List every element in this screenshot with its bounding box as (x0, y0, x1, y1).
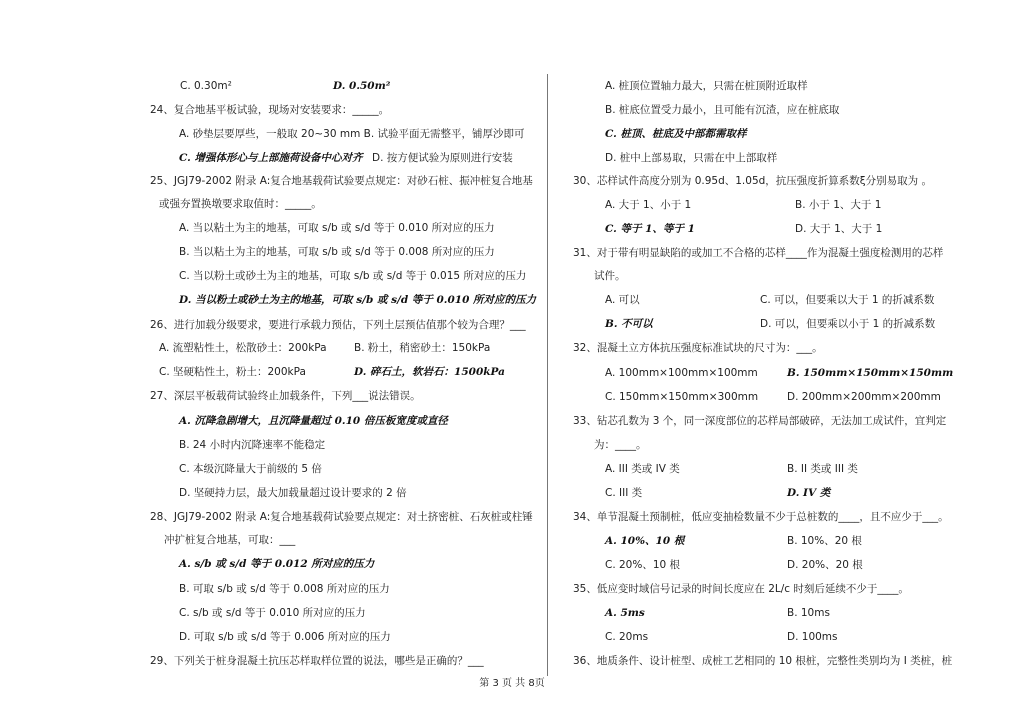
text-line: 为：____。 (594, 439, 647, 451)
text-line: B. 当以粘土为主的地基，可取 s/b 或 s/d 等于 0.008 所对应的压力 (179, 246, 495, 258)
text-line: C. 20%、10 根 (605, 559, 681, 571)
text-line: B. 桩底位置受力最小，且可能有沉渣，应在桩底取 (605, 104, 840, 116)
answer-line: D. IV 类 (787, 487, 831, 499)
text-line: D. 按方便试验为原则进行安装 (372, 152, 513, 164)
question-29: 29、下列关于桩身混凝土抗压芯样取样位置的说法，哪些是正确的？___ (150, 655, 484, 667)
text-line: C. s/b 或 s/d 等于 0.010 所对应的压力 (179, 607, 366, 619)
text-line: D. 100ms (787, 631, 838, 643)
answer-line: A. 沉降急剧增大，且沉降量超过 0.10 倍压板宽度或直径 (179, 415, 448, 427)
question-32: 32、混凝土立方体抗压强度标准试块的尺寸为：___。 (573, 342, 823, 354)
text-line: A. 可以 (605, 294, 640, 306)
text-line: 或强夯置换墩要求取值时：_____。 (159, 198, 322, 210)
text-line: D. 桩中上部易取，只需在中上部取样 (605, 152, 778, 164)
question-31: 31、对于带有明显缺陷的或加工不合格的芯样____作为混凝土强度检测用的芯样 (573, 247, 944, 259)
answer-line: A. s/b 或 s/d 等于 0.012 所对应的压力 (179, 558, 375, 570)
text-line: B. 10ms (787, 607, 830, 619)
answer-line: B. 150mm×150mm×150mm (787, 367, 954, 379)
text-line: D. 200mm×200mm×200mm (787, 391, 941, 403)
text-line: A. 砂垫层要厚些，一般取 20~30 mm B. 试验平面无需整平，铺厚沙即可 (179, 128, 525, 140)
text-line: B. 粉土，稍密砂土：150kPa (354, 342, 491, 354)
text-line: C. 150mm×150mm×300mm (605, 391, 759, 403)
text-line: B. 小于 1、大于 1 (795, 199, 882, 211)
text-line: A. 流塑粘性土，松散砂土：200kPa (159, 342, 327, 354)
question-24: 24、复合地基平板试验，现场对安装要求：_____。 (150, 104, 390, 116)
text-line: C. 可以，但要乘以大于 1 的折减系数 (760, 294, 935, 306)
question-35: 35、低应变时域信号记录的时间长度应在 2L/c 时刻后延续不少于____。 (573, 583, 909, 595)
text-line: D. 20%、20 根 (787, 559, 863, 571)
question-28: 28、JGJ79-2002 附录 A:复合地基载荷试验要点规定：对土挤密桩、石灰桩或柱锤 (150, 511, 533, 523)
text-line: D. 坚硬持力层，最大加载量超过设计要求的 2 倍 (179, 487, 407, 499)
answer-line: D. 碎石土，软岩石：1500kPa (354, 366, 505, 378)
text-line: B. 可取 s/b 或 s/d 等于 0.008 所对应的压力 (179, 583, 390, 595)
text-line: C. III 类 (605, 487, 643, 499)
text-line: D. 可取 s/b 或 s/d 等于 0.006 所对应的压力 (179, 631, 391, 643)
question-36: 36、地质条件、设计桩型、成桩工艺相同的 10 根桩，完整性类别均为 I 类桩，桩 (573, 655, 953, 667)
text-line: B. 10%、20 根 (787, 535, 862, 547)
question-25: 25、JGJ79-2002 附录 A:复合地基载荷试验要点规定：对砂石桩、振冲桩复合地基 (150, 175, 533, 187)
text-line: B. 24 小时内沉降速率不能稳定 (179, 439, 326, 451)
text-line: A. III 类或 IV 类 (605, 463, 680, 475)
question-34: 34、单节混凝土预制桩，低应变抽检数量不少于总桩数的____，且不应少于___。 (573, 511, 949, 523)
text-line: A. 大于 1、小于 1 (605, 199, 692, 211)
answer-line: C. 增强体形心与上部施荷设备中心对齐 (179, 152, 363, 164)
column-divider (547, 74, 548, 676)
answer-line: D. 0.50m² (333, 80, 391, 92)
text-line: 冲扩桩复合地基，可取：___ (164, 534, 296, 546)
text-line: B. II 类或 III 类 (787, 463, 858, 475)
text-line: 试件。 (594, 270, 626, 282)
answer-line: C. 桩顶、桩底及中部都需取样 (605, 128, 747, 140)
answer-line: B. 不可以 (605, 318, 653, 330)
answer-line: D. 当以粉土或砂土为主的地基，可取 s/b 或 s/d 等于 0.010 所对应的压力 (179, 294, 537, 306)
text-line: C. 当以粉土或砂土为主的地基，可取 s/b 或 s/d 等于 0.015 所对应的压力 (179, 270, 527, 282)
text-line: D. 可以，但要乘以小于 1 的折减系数 (760, 318, 936, 330)
text-line: D. 大于 1、大于 1 (795, 223, 883, 235)
answer-line: A. 5ms (605, 607, 645, 619)
text-line: A. 桩顶位置轴力最大，只需在桩顶附近取样 (605, 80, 808, 92)
text-line: C. 20ms (605, 631, 649, 643)
answer-line: A. 10%、10 根 (605, 535, 685, 547)
question-33: 33、钻芯孔数为 3 个，同一深度部位的芯样局部破碎，无法加工成试件，宜判定 (573, 415, 947, 427)
page-footer: 第 3 页 共 8页 (479, 678, 545, 689)
question-26: 26、进行加载分级要求，要进行承载力预估，下列土层预估值那个较为合理？___ (150, 319, 526, 331)
text-line: C. 坚硬粘性土，粉土：200kPa (159, 366, 306, 378)
text-line: C. 本级沉降量大于前级的 5 倍 (179, 463, 322, 475)
question-30: 30、芯样试件高度分别为 0.95d、1.05d，抗压强度折算系数ξ分别易取为 。 (573, 175, 932, 187)
text-line: C. 0.30m² (180, 80, 232, 92)
text-line: A. 当以粘土为主的地基，可取 s/b 或 s/d 等于 0.010 所对应的压力 (179, 222, 495, 234)
question-27: 27、深层平板载荷试验终止加载条件，下列___说法错误。 (150, 390, 421, 402)
answer-line: C. 等于 1、等于 1 (605, 223, 695, 235)
text-line: A. 100mm×100mm×100mm (605, 367, 758, 379)
